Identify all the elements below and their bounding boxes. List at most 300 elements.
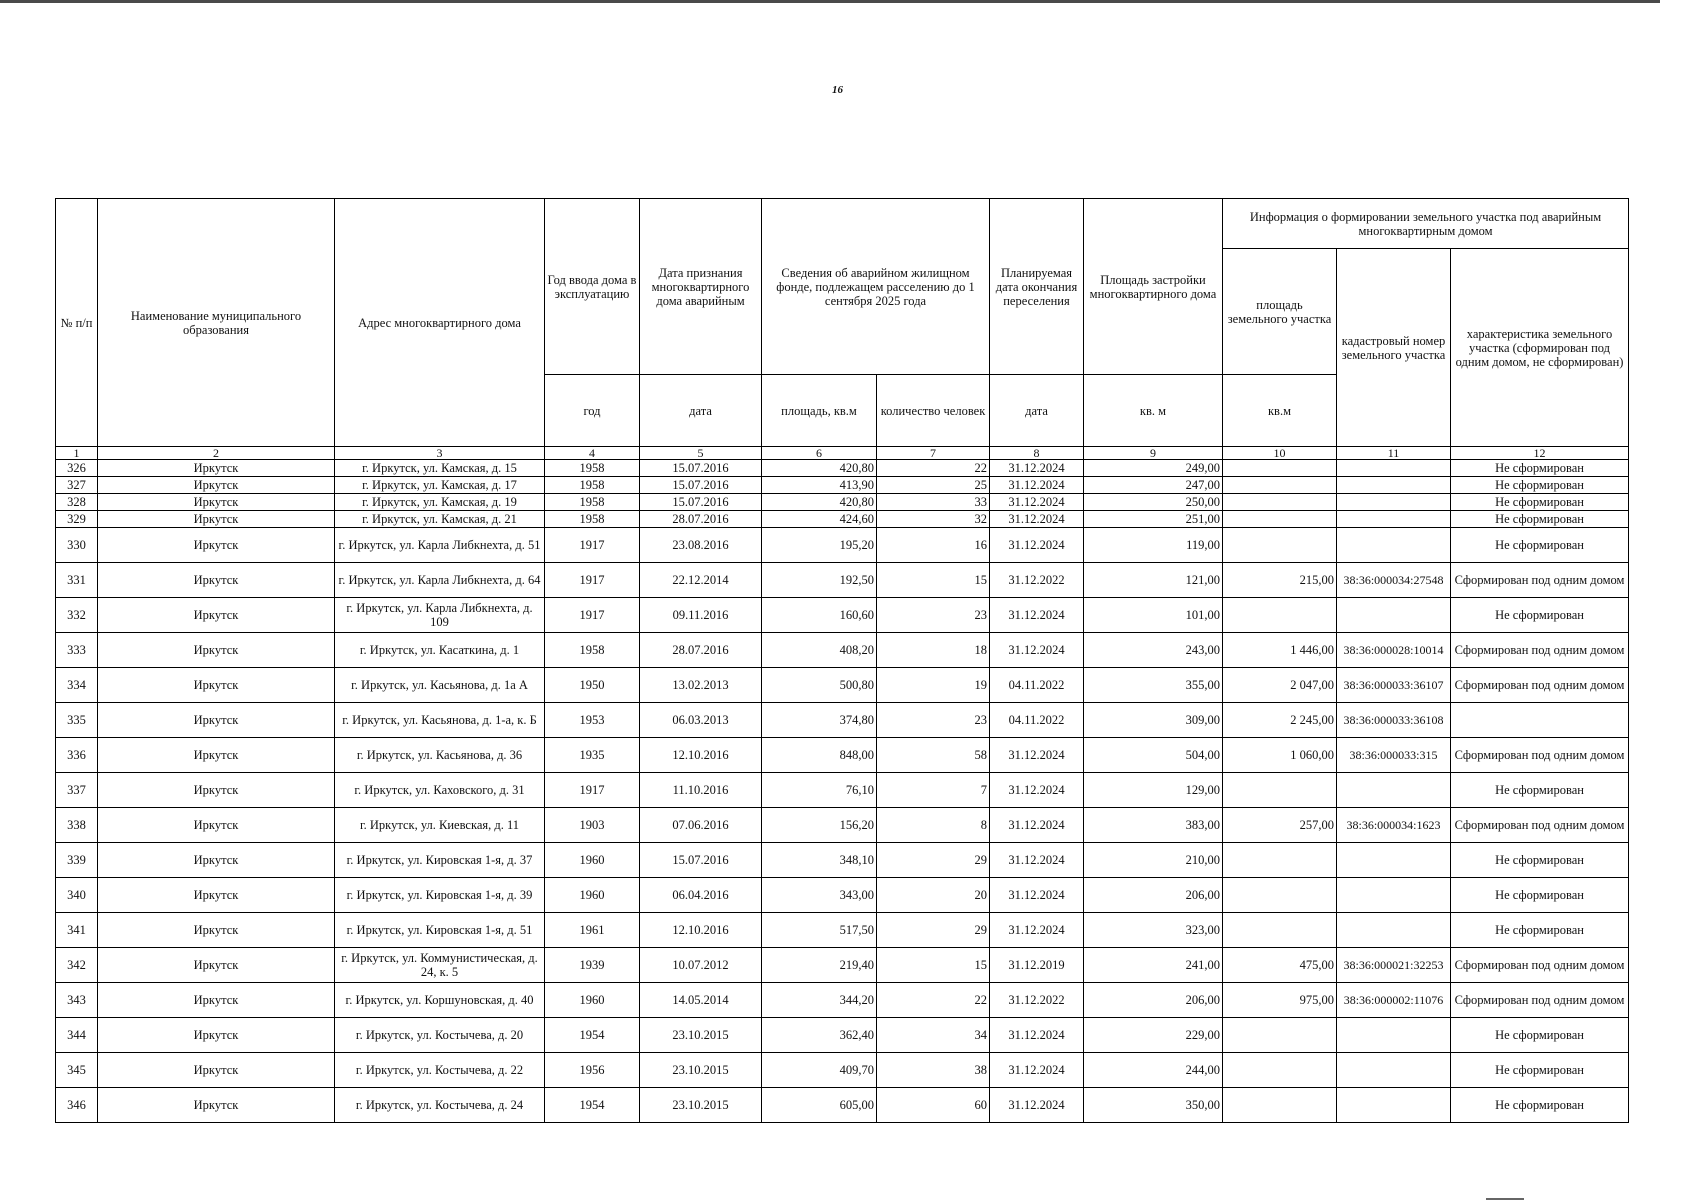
area-cell: 420,80 xyxy=(762,494,877,511)
address-cell: г. Иркутск, ул. Камская, д. 21 xyxy=(335,511,545,528)
people-cell: 60 xyxy=(877,1088,990,1123)
land-area-cell xyxy=(1223,494,1337,511)
land-characteristic-cell: Не сформирован xyxy=(1451,843,1629,878)
column-number: 1 xyxy=(56,447,98,460)
cadastral-cell xyxy=(1337,460,1451,477)
row-number: 330 xyxy=(56,528,98,563)
municipality-cell: Иркутск xyxy=(98,528,335,563)
people-cell: 58 xyxy=(877,738,990,773)
building-area-cell: 355,00 xyxy=(1084,668,1223,703)
recognition-date-cell: 28.07.2016 xyxy=(640,511,762,528)
building-area-cell: 504,00 xyxy=(1084,738,1223,773)
column-number: 4 xyxy=(545,447,640,460)
row-number: 337 xyxy=(56,773,98,808)
recognition-date-cell: 15.07.2016 xyxy=(640,843,762,878)
area-cell: 192,50 xyxy=(762,563,877,598)
building-area-cell: 350,00 xyxy=(1084,1088,1223,1123)
column-number: 6 xyxy=(762,447,877,460)
table-row xyxy=(56,878,1629,913)
year-built-cell: 1960 xyxy=(545,843,640,878)
address-cell: г. Иркутск, ул. Касаткина, д. 1 xyxy=(335,633,545,668)
table-row xyxy=(56,1053,1629,1088)
column-number: 7 xyxy=(877,447,990,460)
header-land-info: Информация о формировании земельного участка под аварийным многоквартирным домом xyxy=(1223,199,1629,249)
land-area-cell: 1 060,00 xyxy=(1223,738,1337,773)
year-built-cell: 1917 xyxy=(545,773,640,808)
recognition-date-cell: 12.10.2016 xyxy=(640,738,762,773)
row-number: 341 xyxy=(56,913,98,948)
unit-date: дата xyxy=(640,375,762,447)
emergency-housing-table xyxy=(55,198,1629,1123)
building-area-cell: 249,00 xyxy=(1084,460,1223,477)
area-cell: 348,10 xyxy=(762,843,877,878)
recognition-date-cell: 23.08.2016 xyxy=(640,528,762,563)
people-cell: 20 xyxy=(877,878,990,913)
recognition-date-cell: 10.07.2012 xyxy=(640,948,762,983)
column-number: 10 xyxy=(1223,447,1337,460)
row-number: 339 xyxy=(56,843,98,878)
people-cell: 18 xyxy=(877,633,990,668)
table-row xyxy=(56,1088,1629,1123)
recognition-date-cell: 28.07.2016 xyxy=(640,633,762,668)
row-number: 343 xyxy=(56,983,98,1018)
cadastral-cell: 38:36:000033:36107 xyxy=(1337,668,1451,703)
land-characteristic-cell xyxy=(1451,703,1629,738)
address-cell: г. Иркутск, ул. Каховского, д. 31 xyxy=(335,773,545,808)
table-row xyxy=(56,773,1629,808)
address-cell: г. Иркутск, ул. Коммунистическая, д. 24, к. 5 xyxy=(335,948,545,983)
people-cell: 15 xyxy=(877,563,990,598)
area-cell: 374,80 xyxy=(762,703,877,738)
table-row xyxy=(56,703,1629,738)
recognition-date-cell: 22.12.2014 xyxy=(640,563,762,598)
row-number: 326 xyxy=(56,460,98,477)
table-row xyxy=(56,843,1629,878)
planned-date-cell: 31.12.2022 xyxy=(990,563,1084,598)
land-area-cell xyxy=(1223,477,1337,494)
municipality-cell: Иркутск xyxy=(98,843,335,878)
area-cell: 424,60 xyxy=(762,511,877,528)
year-built-cell: 1935 xyxy=(545,738,640,773)
recognition-date-cell: 06.03.2013 xyxy=(640,703,762,738)
address-cell: г. Иркутск, ул. Касьянова, д. 36 xyxy=(335,738,545,773)
recognition-date-cell: 12.10.2016 xyxy=(640,913,762,948)
row-number: 340 xyxy=(56,878,98,913)
area-cell: 605,00 xyxy=(762,1088,877,1123)
area-cell: 343,00 xyxy=(762,878,877,913)
cadastral-cell xyxy=(1337,511,1451,528)
recognition-date-cell: 09.11.2016 xyxy=(640,598,762,633)
land-characteristic-cell: Сформирован под одним домом xyxy=(1451,738,1629,773)
planned-date-cell: 31.12.2024 xyxy=(990,1053,1084,1088)
address-cell: г. Иркутск, ул. Коршуновская, д. 40 xyxy=(335,983,545,1018)
building-area-cell: 129,00 xyxy=(1084,773,1223,808)
unit-building-sqm: кв. м xyxy=(1084,375,1223,447)
land-characteristic-cell: Сформирован под одним домом xyxy=(1451,808,1629,843)
header-cadastral: кадастровый номер земельного участка xyxy=(1337,249,1451,447)
year-built-cell: 1958 xyxy=(545,633,640,668)
cadastral-cell xyxy=(1337,1088,1451,1123)
area-cell: 344,20 xyxy=(762,983,877,1018)
municipality-cell: Иркутск xyxy=(98,738,335,773)
area-cell: 160,60 xyxy=(762,598,877,633)
area-cell: 420,80 xyxy=(762,460,877,477)
header-building-area: Площадь застройки многоквартирного дома xyxy=(1084,199,1223,375)
area-cell: 409,70 xyxy=(762,1053,877,1088)
row-number: 336 xyxy=(56,738,98,773)
planned-date-cell: 31.12.2024 xyxy=(990,528,1084,563)
land-characteristic-cell: Сформирован под одним домом xyxy=(1451,668,1629,703)
cadastral-cell xyxy=(1337,528,1451,563)
municipality-cell: Иркутск xyxy=(98,983,335,1018)
table-row xyxy=(56,528,1629,563)
area-cell: 219,40 xyxy=(762,948,877,983)
land-characteristic-cell: Сформирован под одним домом xyxy=(1451,563,1629,598)
cadastral-cell xyxy=(1337,1053,1451,1088)
recognition-date-cell: 23.10.2015 xyxy=(640,1088,762,1123)
land-characteristic-cell: Не сформирован xyxy=(1451,460,1629,477)
land-area-cell: 215,00 xyxy=(1223,563,1337,598)
table-header xyxy=(56,199,1629,460)
land-characteristic-cell: Не сформирован xyxy=(1451,1053,1629,1088)
planned-date-cell: 04.11.2022 xyxy=(990,668,1084,703)
address-cell: г. Иркутск, ул. Карла Либкнехта, д. 51 xyxy=(335,528,545,563)
unit-people: количество человек xyxy=(877,375,990,447)
municipality-cell: Иркутск xyxy=(98,878,335,913)
municipality-cell: Иркутск xyxy=(98,668,335,703)
municipality-cell: Иркутск xyxy=(98,1088,335,1123)
address-cell: г. Иркутск, ул. Касьянова, д. 1-а, к. Б xyxy=(335,703,545,738)
unit-land-sqm: кв.м xyxy=(1223,375,1337,447)
building-area-cell: 229,00 xyxy=(1084,1018,1223,1053)
land-area-cell xyxy=(1223,460,1337,477)
building-area-cell: 121,00 xyxy=(1084,563,1223,598)
address-cell: г. Иркутск, ул. Кировская 1-я, д. 51 xyxy=(335,913,545,948)
planned-date-cell: 31.12.2024 xyxy=(990,494,1084,511)
row-number: 338 xyxy=(56,808,98,843)
table-row xyxy=(56,563,1629,598)
cadastral-cell xyxy=(1337,1018,1451,1053)
table-row xyxy=(56,948,1629,983)
year-built-cell: 1958 xyxy=(545,477,640,494)
cadastral-cell: 38:36:000021:32253 xyxy=(1337,948,1451,983)
recognition-date-cell: 15.07.2016 xyxy=(640,494,762,511)
people-cell: 15 xyxy=(877,948,990,983)
column-number: 5 xyxy=(640,447,762,460)
people-cell: 19 xyxy=(877,668,990,703)
table-row xyxy=(56,477,1629,494)
planned-date-cell: 04.11.2022 xyxy=(990,703,1084,738)
column-number: 2 xyxy=(98,447,335,460)
building-area-cell: 243,00 xyxy=(1084,633,1223,668)
year-built-cell: 1954 xyxy=(545,1088,640,1123)
recognition-date-cell: 23.10.2015 xyxy=(640,1018,762,1053)
area-cell: 500,80 xyxy=(762,668,877,703)
row-number: 334 xyxy=(56,668,98,703)
year-built-cell: 1960 xyxy=(545,878,640,913)
row-number: 345 xyxy=(56,1053,98,1088)
year-built-cell: 1954 xyxy=(545,1018,640,1053)
municipality-cell: Иркутск xyxy=(98,808,335,843)
people-cell: 23 xyxy=(877,598,990,633)
cadastral-cell xyxy=(1337,598,1451,633)
row-number: 342 xyxy=(56,948,98,983)
table-row xyxy=(56,983,1629,1018)
table-row xyxy=(56,460,1629,477)
row-number: 327 xyxy=(56,477,98,494)
land-area-cell xyxy=(1223,878,1337,913)
land-area-cell: 2 245,00 xyxy=(1223,703,1337,738)
year-built-cell: 1917 xyxy=(545,598,640,633)
people-cell: 38 xyxy=(877,1053,990,1088)
land-area-cell: 2 047,00 xyxy=(1223,668,1337,703)
land-characteristic-cell: Не сформирован xyxy=(1451,511,1629,528)
building-area-cell: 206,00 xyxy=(1084,983,1223,1018)
area-cell: 156,20 xyxy=(762,808,877,843)
planned-date-cell: 31.12.2024 xyxy=(990,598,1084,633)
column-number-row xyxy=(56,447,1629,460)
land-area-cell xyxy=(1223,843,1337,878)
planned-date-cell: 31.12.2024 xyxy=(990,913,1084,948)
area-cell: 362,40 xyxy=(762,1018,877,1053)
row-number: 335 xyxy=(56,703,98,738)
building-area-cell: 244,00 xyxy=(1084,1053,1223,1088)
planned-date-cell: 31.12.2022 xyxy=(990,983,1084,1018)
address-cell: г. Иркутск, ул. Камская, д. 17 xyxy=(335,477,545,494)
header-num: № п/п xyxy=(56,199,98,447)
column-number: 12 xyxy=(1451,447,1629,460)
address-cell: г. Иркутск, ул. Карла Либкнехта, д. 64 xyxy=(335,563,545,598)
header-recognition-date: Дата признания многоквартирного дома аварийным xyxy=(640,199,762,375)
people-cell: 16 xyxy=(877,528,990,563)
people-cell: 8 xyxy=(877,808,990,843)
people-cell: 32 xyxy=(877,511,990,528)
planned-date-cell: 31.12.2024 xyxy=(990,878,1084,913)
year-built-cell: 1939 xyxy=(545,948,640,983)
municipality-cell: Иркутск xyxy=(98,598,335,633)
building-area-cell: 241,00 xyxy=(1084,948,1223,983)
area-cell: 76,10 xyxy=(762,773,877,808)
municipality-cell: Иркутск xyxy=(98,948,335,983)
municipality-cell: Иркутск xyxy=(98,460,335,477)
planned-date-cell: 31.12.2024 xyxy=(990,738,1084,773)
planned-date-cell: 31.12.2019 xyxy=(990,948,1084,983)
recognition-date-cell: 07.06.2016 xyxy=(640,808,762,843)
table-row xyxy=(56,913,1629,948)
building-area-cell: 309,00 xyxy=(1084,703,1223,738)
land-characteristic-cell: Сформирован под одним домом xyxy=(1451,948,1629,983)
building-area-cell: 251,00 xyxy=(1084,511,1223,528)
land-area-cell: 1 446,00 xyxy=(1223,633,1337,668)
year-built-cell: 1950 xyxy=(545,668,640,703)
recognition-date-cell: 14.05.2014 xyxy=(640,983,762,1018)
row-number: 346 xyxy=(56,1088,98,1123)
table-row xyxy=(56,598,1629,633)
people-cell: 23 xyxy=(877,703,990,738)
land-characteristic-cell: Не сформирован xyxy=(1451,773,1629,808)
recognition-date-cell: 13.02.2013 xyxy=(640,668,762,703)
row-number: 344 xyxy=(56,1018,98,1053)
planned-date-cell: 31.12.2024 xyxy=(990,460,1084,477)
table-row xyxy=(56,668,1629,703)
land-area-cell xyxy=(1223,913,1337,948)
land-area-cell xyxy=(1223,598,1337,633)
building-area-cell: 101,00 xyxy=(1084,598,1223,633)
land-area-cell xyxy=(1223,1018,1337,1053)
planned-date-cell: 31.12.2024 xyxy=(990,477,1084,494)
year-built-cell: 1958 xyxy=(545,511,640,528)
cadastral-cell xyxy=(1337,843,1451,878)
table-row xyxy=(56,511,1629,528)
land-area-cell xyxy=(1223,1088,1337,1123)
cadastral-cell xyxy=(1337,913,1451,948)
municipality-cell: Иркутск xyxy=(98,703,335,738)
building-area-cell: 383,00 xyxy=(1084,808,1223,843)
people-cell: 22 xyxy=(877,983,990,1018)
land-area-cell xyxy=(1223,1053,1337,1088)
header-land-characteristic: характеристика земельного участка (сформирован под одним домом, не сформирован) xyxy=(1451,249,1629,447)
address-cell: г. Иркутск, ул. Касьянова, д. 1а А xyxy=(335,668,545,703)
municipality-cell: Иркутск xyxy=(98,633,335,668)
area-cell: 195,20 xyxy=(762,528,877,563)
column-number: 11 xyxy=(1337,447,1451,460)
table-row xyxy=(56,494,1629,511)
land-characteristic-cell: Не сформирован xyxy=(1451,528,1629,563)
municipality-cell: Иркутск xyxy=(98,1053,335,1088)
building-area-cell: 247,00 xyxy=(1084,477,1223,494)
planned-date-cell: 31.12.2024 xyxy=(990,511,1084,528)
address-cell: г. Иркутск, ул. Камская, д. 19 xyxy=(335,494,545,511)
building-area-cell: 323,00 xyxy=(1084,913,1223,948)
row-number: 331 xyxy=(56,563,98,598)
row-number: 333 xyxy=(56,633,98,668)
address-cell: г. Иркутск, ул. Камская, д. 15 xyxy=(335,460,545,477)
cadastral-cell xyxy=(1337,878,1451,913)
land-area-cell xyxy=(1223,511,1337,528)
people-cell: 34 xyxy=(877,1018,990,1053)
people-cell: 29 xyxy=(877,913,990,948)
cadastral-cell: 38:36:000033:315 xyxy=(1337,738,1451,773)
building-area-cell: 250,00 xyxy=(1084,494,1223,511)
recognition-date-cell: 15.07.2016 xyxy=(640,477,762,494)
header-address: Адрес многоквартирного дома xyxy=(335,199,545,447)
area-cell: 408,20 xyxy=(762,633,877,668)
land-characteristic-cell: Сформирован под одним домом xyxy=(1451,983,1629,1018)
unit-planned-date: дата xyxy=(990,375,1084,447)
recognition-date-cell: 06.04.2016 xyxy=(640,878,762,913)
cadastral-cell: 38:36:000034:1623 xyxy=(1337,808,1451,843)
year-built-cell: 1903 xyxy=(545,808,640,843)
municipality-cell: Иркутск xyxy=(98,511,335,528)
cadastral-cell: 38:36:000002:11076 xyxy=(1337,983,1451,1018)
recognition-date-cell: 15.07.2016 xyxy=(640,460,762,477)
cadastral-cell: 38:36:000034:27548 xyxy=(1337,563,1451,598)
cadastral-cell xyxy=(1337,477,1451,494)
unit-year: год xyxy=(545,375,640,447)
land-characteristic-cell: Не сформирован xyxy=(1451,477,1629,494)
land-area-cell: 975,00 xyxy=(1223,983,1337,1018)
address-cell: г. Иркутск, ул. Карла Либкнехта, д. 109 xyxy=(335,598,545,633)
table-row xyxy=(56,1018,1629,1053)
year-built-cell: 1917 xyxy=(545,563,640,598)
municipality-cell: Иркутск xyxy=(98,477,335,494)
row-number: 332 xyxy=(56,598,98,633)
unit-area: площадь, кв.м xyxy=(762,375,877,447)
address-cell: г. Иркутск, ул. Кировская 1-я, д. 39 xyxy=(335,878,545,913)
table-row xyxy=(56,808,1629,843)
header-municipality: Наименование муниципального образования xyxy=(98,199,335,447)
header-year-built: Год ввода дома в эксплуатацию xyxy=(545,199,640,375)
top-rule xyxy=(0,0,1660,3)
land-characteristic-cell: Не сформирован xyxy=(1451,494,1629,511)
land-characteristic-cell: Не сформирован xyxy=(1451,598,1629,633)
land-characteristic-cell: Не сформирован xyxy=(1451,1018,1629,1053)
table-body xyxy=(56,460,1629,1123)
land-area-cell: 257,00 xyxy=(1223,808,1337,843)
header-land-area: площадь земельного участка xyxy=(1223,249,1337,375)
year-built-cell: 1960 xyxy=(545,983,640,1018)
address-cell: г. Иркутск, ул. Костычева, д. 22 xyxy=(335,1053,545,1088)
land-area-cell xyxy=(1223,773,1337,808)
recognition-date-cell: 23.10.2015 xyxy=(640,1053,762,1088)
year-built-cell: 1953 xyxy=(545,703,640,738)
row-number: 329 xyxy=(56,511,98,528)
land-characteristic-cell: Не сформирован xyxy=(1451,878,1629,913)
table-row xyxy=(56,738,1629,773)
municipality-cell: Иркутск xyxy=(98,1018,335,1053)
header-planned-date: Планируемая дата окончания переселения xyxy=(990,199,1084,375)
building-area-cell: 206,00 xyxy=(1084,878,1223,913)
address-cell: г. Иркутск, ул. Костычева, д. 20 xyxy=(335,1018,545,1053)
area-cell: 413,90 xyxy=(762,477,877,494)
municipality-cell: Иркутск xyxy=(98,494,335,511)
row-number: 328 xyxy=(56,494,98,511)
building-area-cell: 119,00 xyxy=(1084,528,1223,563)
recognition-date-cell: 11.10.2016 xyxy=(640,773,762,808)
land-characteristic-cell: Сформирован под одним домом xyxy=(1451,633,1629,668)
land-area-cell xyxy=(1223,528,1337,563)
year-built-cell: 1958 xyxy=(545,460,640,477)
address-cell: г. Иркутск, ул. Костычева, д. 24 xyxy=(335,1088,545,1123)
cadastral-cell xyxy=(1337,773,1451,808)
address-cell: г. Иркутск, ул. Киевская, д. 11 xyxy=(335,808,545,843)
people-cell: 25 xyxy=(877,477,990,494)
page-number: 16 xyxy=(832,84,843,96)
planned-date-cell: 31.12.2024 xyxy=(990,843,1084,878)
year-built-cell: 1917 xyxy=(545,528,640,563)
address-cell: г. Иркутск, ул. Кировская 1-я, д. 37 xyxy=(335,843,545,878)
cadastral-cell: 38:36:000033:36108 xyxy=(1337,703,1451,738)
table-row xyxy=(56,633,1629,668)
area-cell: 848,00 xyxy=(762,738,877,773)
cadastral-cell: 38:36:000028:10014 xyxy=(1337,633,1451,668)
column-number: 8 xyxy=(990,447,1084,460)
land-characteristic-cell: Не сформирован xyxy=(1451,1088,1629,1123)
municipality-cell: Иркутск xyxy=(98,563,335,598)
planned-date-cell: 31.12.2024 xyxy=(990,1018,1084,1053)
land-area-cell: 475,00 xyxy=(1223,948,1337,983)
planned-date-cell: 31.12.2024 xyxy=(990,633,1084,668)
people-cell: 33 xyxy=(877,494,990,511)
planned-date-cell: 31.12.2024 xyxy=(990,773,1084,808)
column-number: 3 xyxy=(335,447,545,460)
planned-date-cell: 31.12.2024 xyxy=(990,1088,1084,1123)
year-built-cell: 1961 xyxy=(545,913,640,948)
column-number: 9 xyxy=(1084,447,1223,460)
people-cell: 29 xyxy=(877,843,990,878)
year-built-cell: 1956 xyxy=(545,1053,640,1088)
area-cell: 517,50 xyxy=(762,913,877,948)
